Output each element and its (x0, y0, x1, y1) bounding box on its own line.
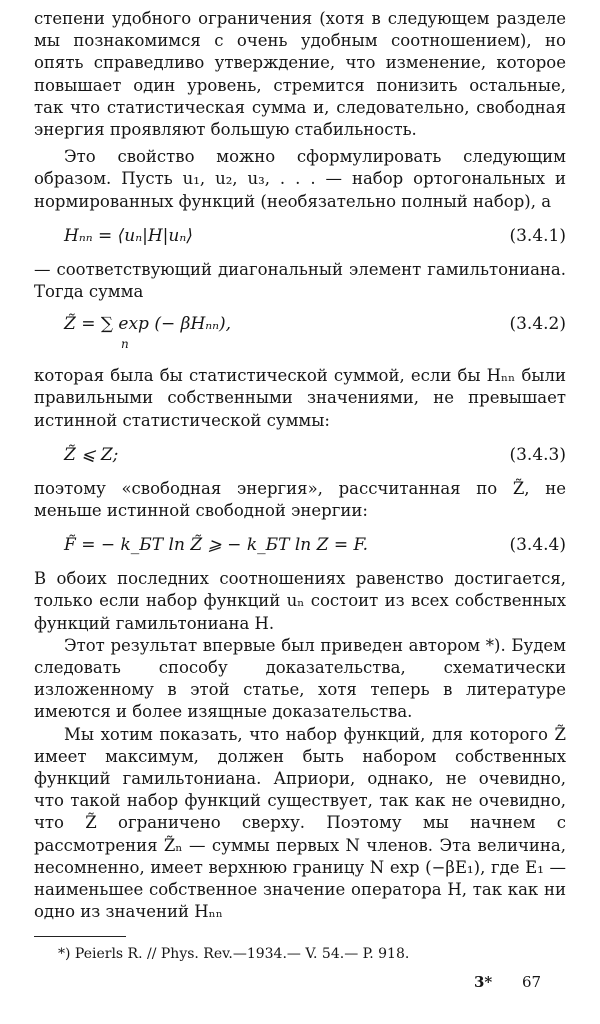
footnote-rule (34, 936, 126, 937)
equation-3-4-2 (34, 313, 566, 353)
paragraph-7: Этот результат впервые был приведен автором *). Будем следовать способу доказательства, схематически изложенному в этой статье, хотя теперь в литературе имеются и более изящные доказательства. (34, 635, 566, 722)
paragraph-3: — соответствующий диагональный элемент гамильтониана. Тогда сумма (34, 259, 566, 302)
equation-formula: F̃ = − k_БT ln Z̃ ⩾ − k_БT ln Z = F. (64, 535, 369, 556)
paragraph-4: которая была бы статистической суммой, если бы Hₙₙ были правильными собственными значениями, не превышает истинной статистической суммы: (34, 366, 566, 430)
equation-3-4-4 (34, 534, 566, 556)
equation-number: (3.4.3) (509, 444, 566, 465)
equation-3-4-1 (34, 225, 566, 247)
equation-number: (3.4.2) (509, 314, 566, 335)
signature-mark: 3* (474, 973, 493, 991)
paragraph-6: В обоих последних соотношениях равенство достигается, только если набор функций uₙ состоит из всех собственных функций гамильтониана H. (34, 569, 566, 633)
equation-formula: Z̃ = ∑ exp (− βHₙₙ), (64, 314, 232, 335)
equation-number: (3.4.4) (509, 535, 566, 556)
paragraph-8: Мы хотим показать, что набор функций, для которого Z̃ имеет максимум, должен быть набором собственных функций гамильтониана. Априори, однако, не очевидно, что такой набор функций существует, так как не очевидно, что Z̃ ограничено сверху. Поэтому мы начнем с рассмотрения Z̃ₙ — суммы первых N членов. Эта величина, несомненно, имеет верхнюю границу N exp (−βE₁), где E₁ — наименьшее собственное значение оператора H, так как ни одно из значений Hₙₙ (34, 724, 566, 922)
equation-formula: Hₙₙ = ⟨uₙ|H|uₙ⟩ (64, 225, 193, 246)
sum-subscript: n (121, 337, 129, 352)
footnote: *) Peierls R. // Phys. Rev.—1934.— V. 54.— P. 918. (58, 946, 410, 962)
equation-number: (3.4.1) (509, 225, 566, 246)
paragraph-2: Это свойство можно сформулировать следующим образом. Пусть u₁, u₂, u₃, . . . — набор ортогональных и нормированных функций (необязательно полный набор), а (34, 147, 566, 211)
page-number: 67 (522, 973, 542, 991)
page-body (34, 8, 566, 924)
equation-formula: Z̃ ⩽ Z; (64, 444, 119, 465)
equation-3-4-3 (34, 444, 566, 466)
paragraph-5: поэтому «свободная энергия», рассчитанная по Z̃, не меньше истинной свободной энергии: (34, 478, 566, 521)
paragraph-1: степени удобного ограничения (хотя в следующем разделе мы познакомимся с очень удобным соотношением), но опять справедливо утверждение, что изменение, которое повышает один уровень, стремится понизить остальные, так что статистическая сумма и, следовательно, свободная энергия проявляют большую стабильность. (34, 9, 566, 140)
